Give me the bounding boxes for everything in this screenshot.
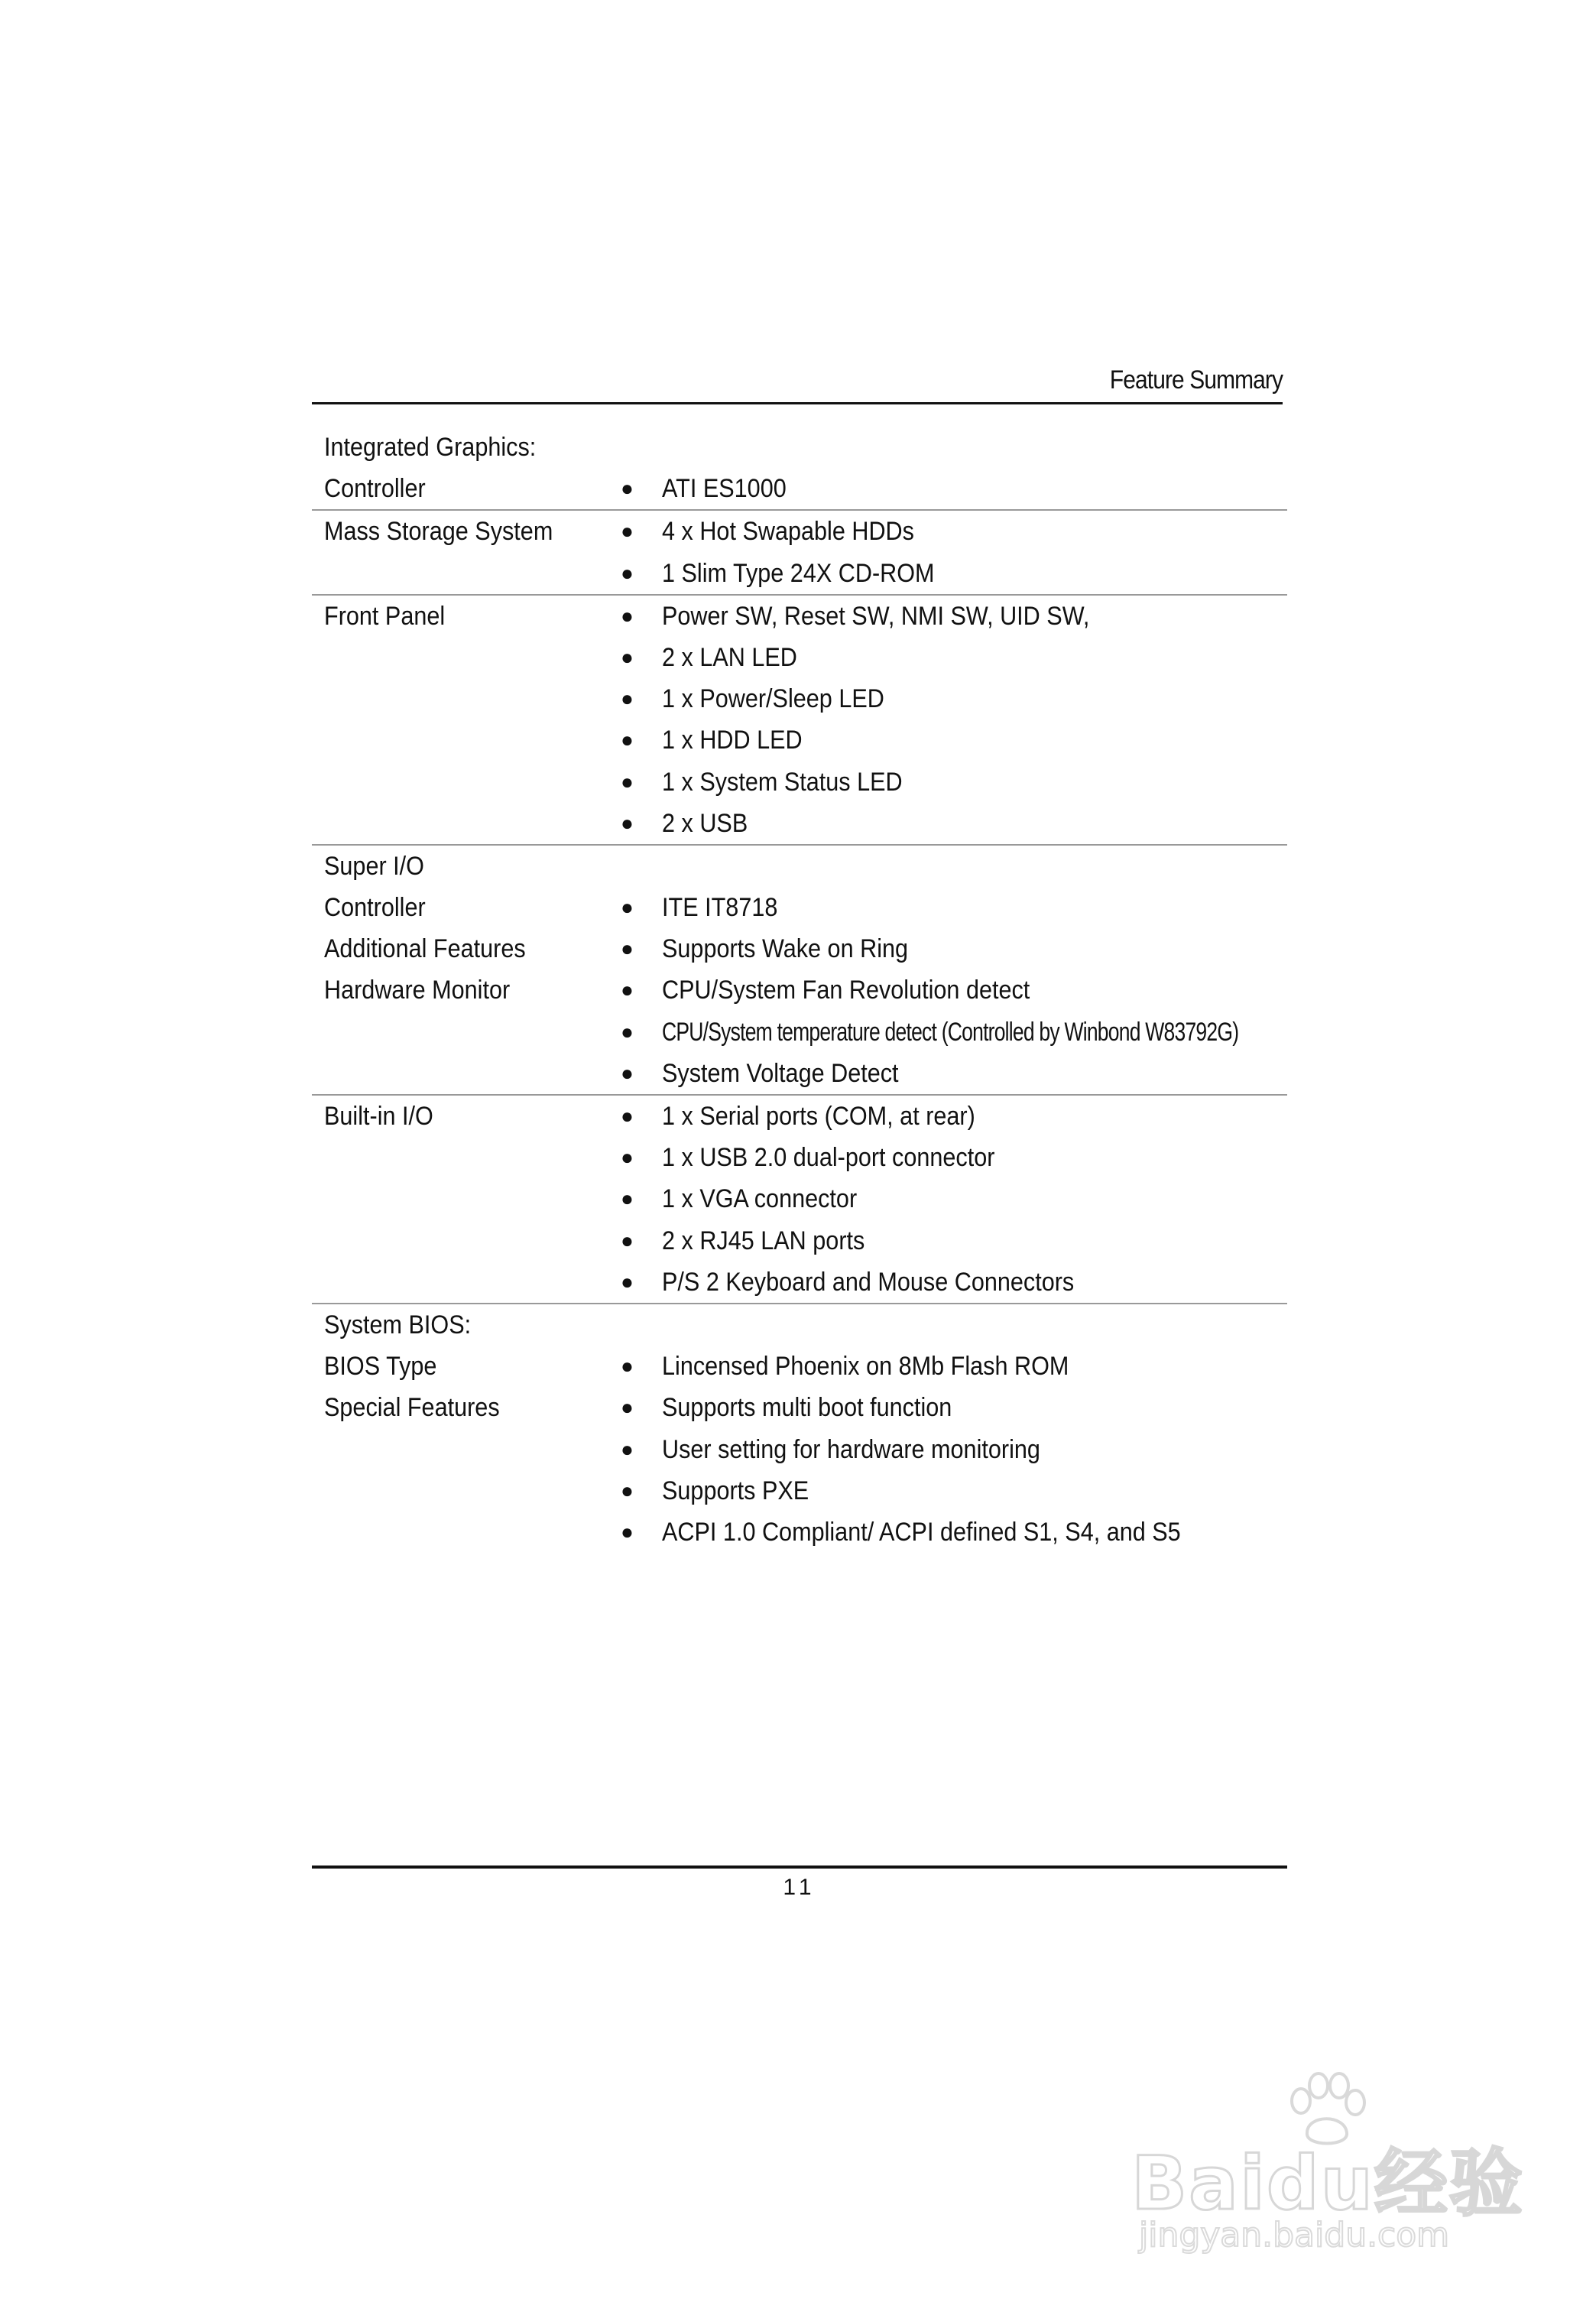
bullet-icon: ● bbox=[621, 769, 634, 794]
spec-row bbox=[312, 1220, 1287, 1262]
spec-item: ITE IT8718 bbox=[662, 893, 778, 923]
spec-row bbox=[312, 1096, 1287, 1137]
spec-label: Front Panel bbox=[324, 601, 446, 631]
spec-row bbox=[312, 596, 1287, 637]
spec-row bbox=[312, 1137, 1287, 1178]
spec-row bbox=[312, 887, 1287, 928]
spec-label: Controller bbox=[324, 893, 426, 923]
spec-section bbox=[312, 511, 1287, 595]
bullet-icon: ● bbox=[621, 519, 634, 544]
spec-row bbox=[312, 1470, 1287, 1512]
bullet-icon: ● bbox=[621, 810, 634, 835]
spec-label: Additional Features bbox=[324, 934, 526, 964]
spec-item: 1 Slim Type 24X CD-ROM bbox=[662, 558, 935, 588]
spec-label: System BIOS: bbox=[324, 1310, 472, 1339]
page-header bbox=[312, 364, 1283, 404]
spec-item: 2 x LAN LED bbox=[662, 642, 797, 672]
page-footer bbox=[312, 1866, 1287, 1900]
spec-row bbox=[312, 637, 1287, 678]
spec-section bbox=[312, 1096, 1287, 1304]
spec-row bbox=[312, 678, 1287, 719]
bullet-icon: ● bbox=[621, 1354, 634, 1378]
spec-item: 1 x HDD LED bbox=[662, 726, 803, 755]
page-number: 11 bbox=[783, 1875, 816, 1900]
spec-item: User setting for hardware monitoring bbox=[662, 1434, 1040, 1464]
spec-item: P/S 2 Keyboard and Mouse Connectors bbox=[662, 1267, 1075, 1297]
bullet-icon: ● bbox=[621, 1060, 634, 1085]
spec-label: Controller bbox=[324, 474, 426, 504]
spec-section bbox=[312, 427, 1287, 511]
feature-summary-table bbox=[312, 427, 1287, 1553]
spec-item: 2 x RJ45 LAN ports bbox=[662, 1226, 865, 1255]
spec-row bbox=[312, 1512, 1287, 1553]
spec-row bbox=[312, 1178, 1287, 1219]
watermark-brand: Baidu经验 bbox=[1131, 2141, 1524, 2226]
spec-item: System Voltage Detect bbox=[662, 1058, 899, 1088]
spec-row bbox=[312, 1262, 1287, 1303]
spec-row bbox=[312, 553, 1287, 594]
spec-label: Special Features bbox=[324, 1393, 500, 1423]
spec-row bbox=[312, 427, 1287, 468]
spec-label: BIOS Type bbox=[324, 1352, 437, 1382]
bullet-icon: ● bbox=[621, 1145, 634, 1170]
bullet-icon: ● bbox=[621, 687, 634, 711]
bullet-icon: ● bbox=[621, 476, 634, 501]
bullet-icon: ● bbox=[621, 728, 634, 752]
spec-label: Mass Storage System bbox=[324, 517, 553, 547]
spec-item: Supports Wake on Ring bbox=[662, 934, 909, 964]
spec-item: 1 x USB 2.0 dual-port connector bbox=[662, 1143, 995, 1173]
spec-label: Super I/O bbox=[324, 851, 424, 881]
bullet-icon: ● bbox=[621, 1478, 634, 1502]
spec-item: 1 x System Status LED bbox=[662, 767, 903, 797]
spec-item: ATI ES1000 bbox=[662, 474, 787, 504]
bullet-icon: ● bbox=[621, 1519, 634, 1544]
spec-row bbox=[312, 468, 1287, 509]
spec-label: Hardware Monitor bbox=[324, 976, 511, 1005]
bullet-icon: ● bbox=[621, 1228, 634, 1252]
spec-item: Supports multi boot function bbox=[662, 1393, 952, 1423]
spec-label: Integrated Graphics: bbox=[324, 433, 537, 462]
spec-row bbox=[312, 1304, 1287, 1346]
spec-item: 1 x Power/Sleep LED bbox=[662, 684, 884, 714]
spec-item: Power SW, Reset SW, NMI SW, UID SW, bbox=[662, 601, 1090, 631]
spec-row bbox=[312, 1012, 1287, 1053]
bullet-icon: ● bbox=[621, 1437, 634, 1461]
bullet-icon: ● bbox=[621, 978, 634, 1002]
spec-row bbox=[312, 1387, 1287, 1428]
spec-item: CPU/System temperature detect (Controlled by Winbond W83792G) bbox=[662, 1017, 1239, 1047]
baidu-jingyan-watermark bbox=[1131, 2072, 1529, 2271]
spec-item: 2 x USB bbox=[662, 808, 748, 838]
bullet-icon: ● bbox=[621, 603, 634, 628]
bullet-icon: ● bbox=[621, 1395, 634, 1420]
spec-label: Built-in I/O bbox=[324, 1102, 433, 1131]
bullet-icon: ● bbox=[621, 937, 634, 961]
spec-item: ACPI 1.0 Compliant/ ACPI defined S1, S4, and S5 bbox=[662, 1517, 1181, 1547]
bullet-icon: ● bbox=[621, 1187, 634, 1211]
spec-item: Lincensed Phoenix on 8Mb Flash ROM bbox=[662, 1352, 1069, 1382]
spec-row bbox=[312, 803, 1287, 844]
spec-row bbox=[312, 1346, 1287, 1387]
spec-row bbox=[312, 719, 1287, 761]
spec-row bbox=[312, 846, 1287, 887]
bullet-icon: ● bbox=[621, 1269, 634, 1294]
spec-item: 1 x Serial ports (COM, at rear) bbox=[662, 1102, 975, 1131]
spec-item: 1 x VGA connector bbox=[662, 1184, 858, 1214]
bullet-icon: ● bbox=[621, 1104, 634, 1128]
bullet-icon: ● bbox=[621, 560, 634, 585]
spec-section bbox=[312, 846, 1287, 1096]
spec-row bbox=[312, 928, 1287, 969]
spec-row bbox=[312, 761, 1287, 803]
bullet-icon: ● bbox=[621, 645, 634, 669]
bullet-icon: ● bbox=[621, 895, 634, 920]
spec-section bbox=[312, 1304, 1287, 1553]
spec-row bbox=[312, 511, 1287, 552]
header-title: Feature Summary bbox=[1109, 365, 1283, 395]
spec-item: CPU/System Fan Revolution detect bbox=[662, 976, 1030, 1005]
bullet-icon: ● bbox=[621, 1019, 634, 1044]
spec-item: 4 x Hot Swapable HDDs bbox=[662, 517, 914, 547]
spec-row bbox=[312, 1429, 1287, 1470]
spec-row bbox=[312, 1053, 1287, 1094]
spec-section bbox=[312, 596, 1287, 846]
spec-row bbox=[312, 969, 1287, 1011]
watermark-url: jingyan.baidu.com bbox=[1139, 2216, 1450, 2255]
spec-item: Supports PXE bbox=[662, 1476, 809, 1505]
